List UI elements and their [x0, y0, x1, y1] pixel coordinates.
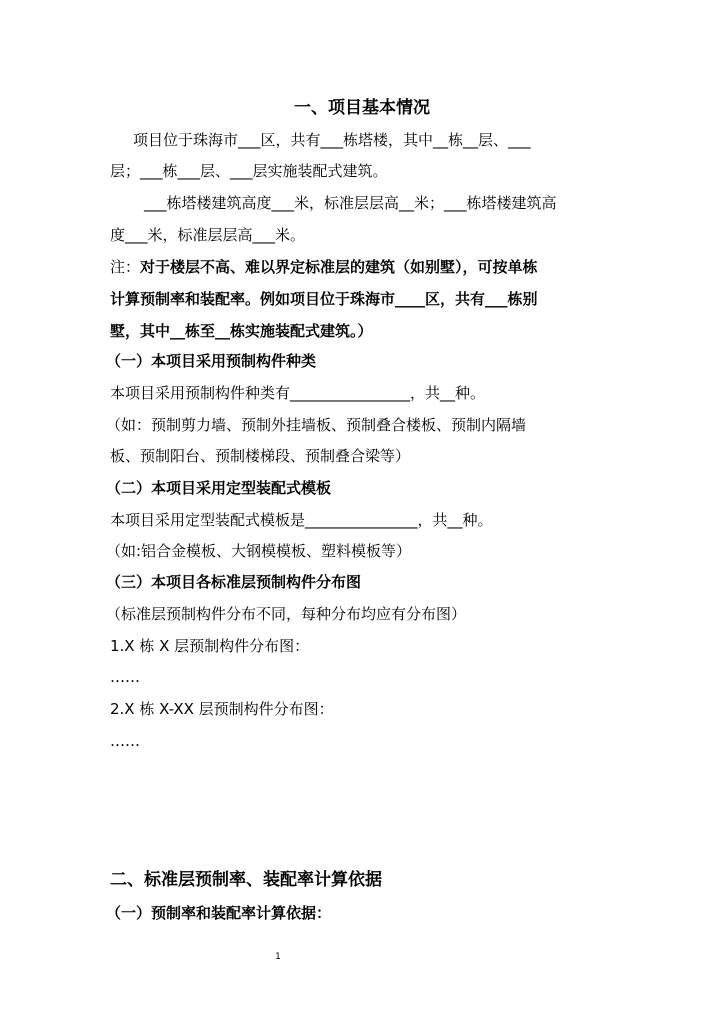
- para-1-line-2: 层；___栋___层、___层实施装配式建筑。: [110, 162, 388, 180]
- sub2-line-2: （如:铝合金模板、大钢模模板、塑料模板等）: [106, 542, 412, 560]
- subsection-1-heading: （一）本项目采用预制构件种类: [106, 352, 317, 370]
- sub3-ellipsis-1: ……: [110, 668, 140, 686]
- note-line-2: 计算预制率和装配率。例如项目位于珠海市____区，共有___栋别: [110, 290, 538, 308]
- sub2-line-1: 本项目采用定型装配式模板是_______________，共__种。: [110, 511, 493, 529]
- para-2-line-1: ___栋塔楼建筑高度___米，标准层层高__米；___栋塔楼建筑高: [144, 194, 557, 212]
- section-2-title: 二、标准层预制率、装配率计算依据: [110, 870, 382, 890]
- note-text-1: 对于楼层不高、难以界定标准层的建筑（如别墅），可按单栋: [140, 258, 538, 276]
- note-line-1: [110, 256, 610, 278]
- section-1-title: 一、项目基本情况: [294, 98, 430, 118]
- para-1-line-1: 项目位于珠海市___区，共有___栋塔楼，其中__栋__层、___: [133, 131, 531, 149]
- sub1-line-3: 板、预制阳台、预制楼梯段、预制叠合梁等）: [110, 447, 411, 465]
- subsection-3-heading: （三）本项目各标准层预制构件分布图: [106, 573, 362, 591]
- sub3-line-2: 1.X 栋 X 层预制构件分布图：: [110, 637, 310, 655]
- sub3-ellipsis-2: ……: [110, 732, 140, 750]
- page-number: 1: [275, 952, 281, 962]
- sub3-line-4: 2.X 栋 X-XX 层预制构件分布图：: [110, 700, 334, 718]
- section-2-subheading: （一）预制率和装配率计算依据：: [106, 904, 332, 922]
- sub1-line-1: 本项目采用预制构件种类有________________，共__种。: [110, 384, 486, 402]
- para-2-line-2: 度___米，标准层层高___米。: [110, 226, 306, 244]
- sub1-line-2: （如：预制剪力墙、预制外挂墙板、预制叠合楼板、预制内隔墙: [106, 416, 527, 434]
- note-line-3: 墅，其中__栋至__栋实施装配式建筑。）: [110, 322, 373, 340]
- sub3-line-1: （标准层预制构件分布不同，每种分布均应有分布图）: [106, 605, 467, 623]
- subsection-2-heading: （二）本项目采用定型装配式模板: [106, 479, 332, 497]
- note-prefix: 注：: [110, 258, 141, 276]
